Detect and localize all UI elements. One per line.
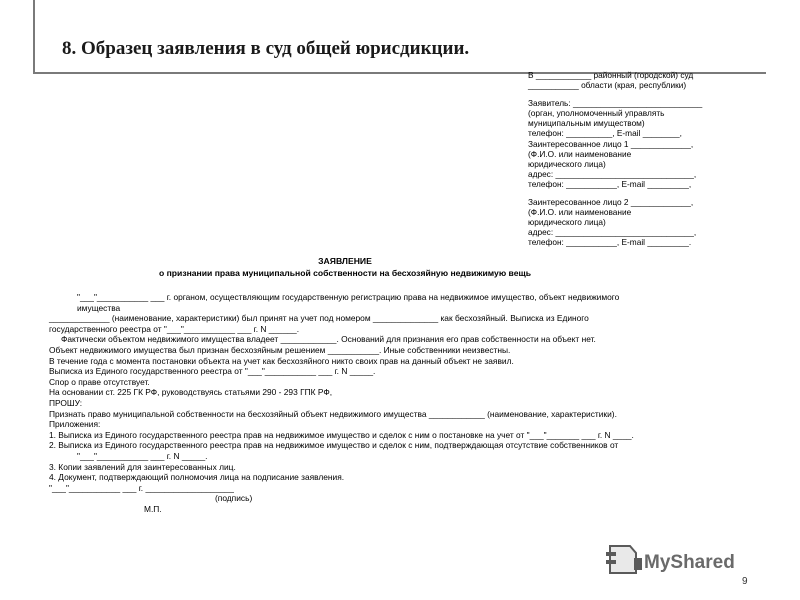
myshared-logo — [604, 536, 764, 580]
statement-heading: ЗАЯВЛЕНИЕ — [318, 256, 372, 266]
body-line: государственного реестра от "___"___________ ___ г. N ______. — [49, 323, 300, 334]
decor-vertical-line — [33, 0, 35, 74]
body-line: 1. Выписка из Единого государственного реестра прав на недвижимое имущество и сделок с ним о постановке на учет от "___"_______ ___ г. N ____. — [49, 429, 634, 440]
body-line: 4. Документ, подтверждающий полномочия лица на подписание заявления. — [49, 472, 345, 483]
address-line: ___________ области (края, республики) — [528, 80, 687, 91]
body-line: Приложения: — [49, 419, 101, 430]
body-line: Спор о праве отсутствует. — [49, 376, 150, 387]
body-line: В течение года с момента постановки объекта на учет как бесхозяйного никто своих прав на данный объект не заявил. — [49, 355, 514, 366]
address-line: Заинтересованное лицо 1 _____________, — [528, 138, 694, 149]
address-line: (орган, уполномоченный управлять — [528, 108, 665, 119]
body-line: ПРОШУ: — [49, 397, 83, 408]
address-spacer — [528, 189, 773, 197]
body-line: Объект недвижимого имущества был признан бесхозяйным решением ___________. Иные собственники неизвестны. — [49, 344, 511, 355]
body-line: "___"___________ ___ г. органом, осуществляющим государственную регистрацию права на недвижимое имущество, объект недвижимого — [77, 292, 620, 302]
body-line: Выписка из Единого государственного реестра от "___"___________ ___ г. N _____. — [49, 366, 376, 377]
address-spacer — [528, 90, 773, 98]
body-line: 3. Копии заявлений для заинтересованных лиц. — [49, 461, 236, 472]
address-line: (Ф.И.О. или наименование — [528, 148, 632, 159]
address-line: В ____________ районный (городской) суд — [528, 70, 694, 80]
address-line: телефон: ___________, E-mail _________. — [528, 237, 692, 248]
page-number: 9 — [742, 576, 748, 587]
address-block — [528, 70, 773, 248]
slide-title: 8. Образец заявления в суд общей юрисдикции. — [62, 38, 470, 59]
body-line: _____________ (наименование, характеристики) был принят на учет под номером ______________ как бесхозяйный. Выписка из Единого — [49, 313, 589, 324]
address-line: адрес: ______________________________, — [528, 168, 697, 179]
seal-label: М.П. — [144, 503, 162, 514]
logo-icon — [606, 546, 642, 573]
body-line: "___"___________ ___ г. N _____. — [77, 450, 208, 461]
statement-body — [49, 292, 764, 514]
address-line: телефон: ___________, E-mail _________, — [528, 178, 692, 189]
address-line: юридического лица) — [528, 158, 606, 169]
address-line: Заинтересованное лицо 2 _____________, — [528, 197, 694, 208]
body-line: Фактически объектом недвижимого имущества владеет ____________. Оснований для признания его прав собственности на объект нет. — [61, 334, 596, 345]
address-line: муниципальным имуществом) — [528, 118, 645, 129]
body-line: имущества — [77, 302, 121, 313]
address-line: телефон: __________, E-mail ________, — [528, 128, 682, 139]
logo-text: MyShared — [644, 552, 735, 573]
address-line: (Ф.И.О. или наименование — [528, 207, 632, 218]
signature-line: "___"___________ ___ г. ___________________ — [49, 482, 234, 493]
body-line: 2. Выписка из Единого государственного реестра прав на недвижимое имущество и сделок с ним, подтверждающая отсутствие собственников от — [49, 440, 619, 451]
address-line: Заявитель: ____________________________ — [528, 98, 703, 109]
signature-label: (подпись) — [215, 493, 253, 504]
statement-subheading: о признании права муниципальной собственности на бесхозяйную недвижимую вещь — [158, 268, 532, 278]
body-line: Признать право муниципальной собственности на бесхозяйный объект недвижимого имущества ____________ (наименование, характеристики). — [49, 408, 617, 419]
body-line: На основании ст. 225 ГК РФ, руководствуясь статьями 290 - 293 ГПК РФ, — [49, 387, 333, 398]
address-line: юридического лица) — [528, 217, 606, 228]
address-line: адрес: ______________________________, — [528, 227, 697, 238]
